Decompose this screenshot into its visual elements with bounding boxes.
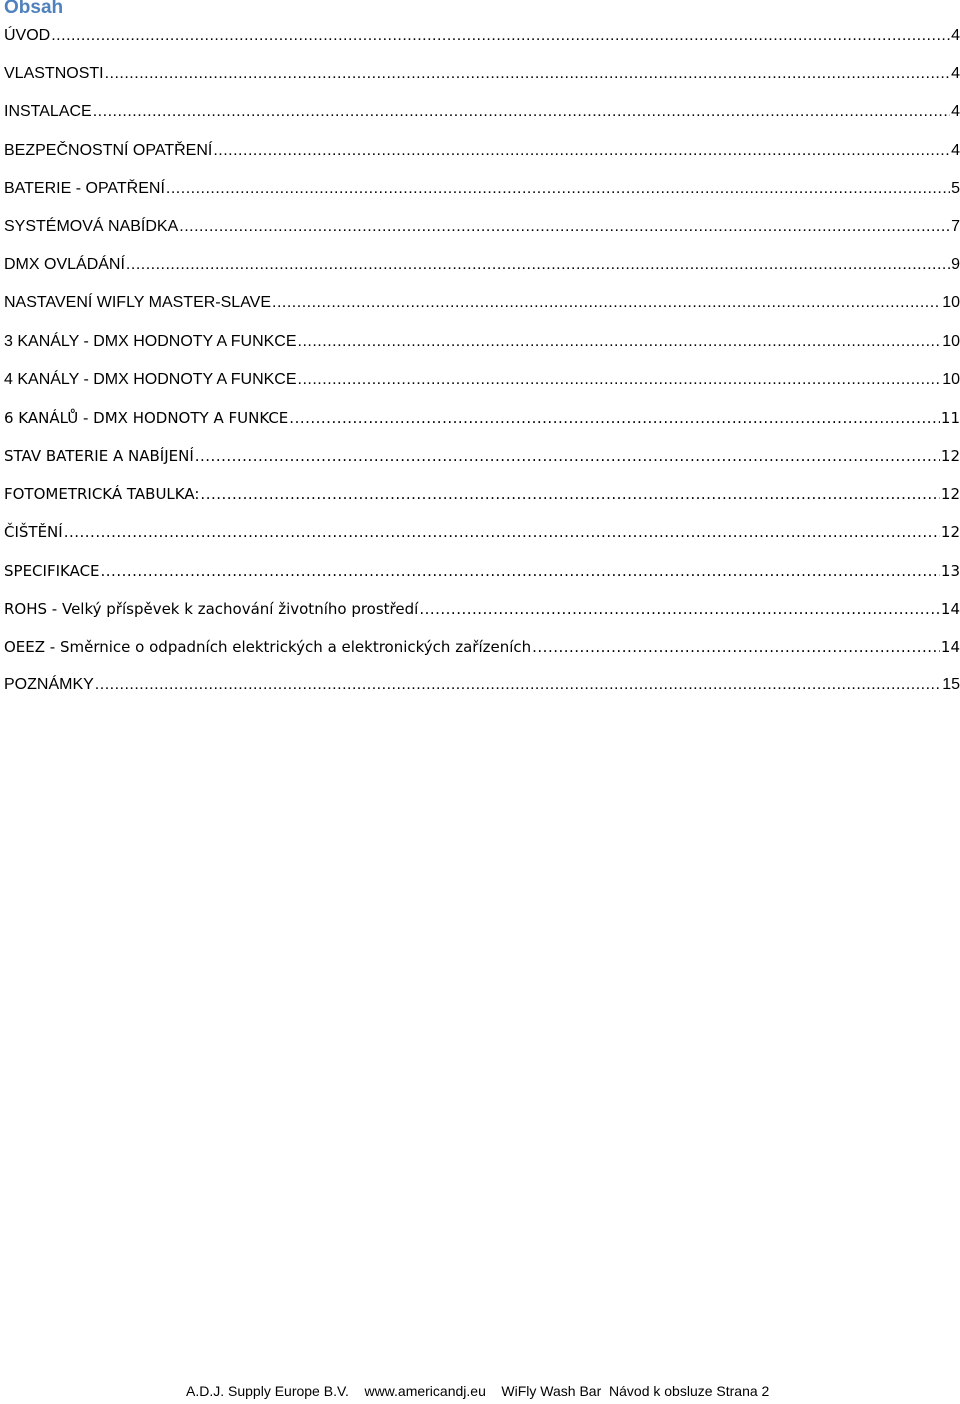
toc-dot-leader bbox=[272, 291, 941, 315]
toc-entry-page-number: 10 bbox=[942, 294, 960, 312]
toc-entry[interactable] bbox=[4, 367, 960, 405]
toc-entry-page-number: 4 bbox=[951, 141, 960, 159]
toc-entry[interactable] bbox=[4, 290, 960, 328]
toc-entry[interactable] bbox=[4, 329, 960, 367]
toc-entry-page-number: 5 bbox=[951, 179, 960, 197]
toc-dot-leader bbox=[195, 444, 940, 468]
toc-entry[interactable] bbox=[4, 519, 960, 557]
toc-dot-leader bbox=[93, 100, 950, 124]
toc-entry-label: ČIŠTĚNÍ bbox=[4, 523, 63, 542]
toc-dot-leader bbox=[298, 330, 942, 354]
toc-entry[interactable] bbox=[4, 61, 960, 99]
toc-entry-label: SPECIFIKACE bbox=[4, 561, 100, 580]
toc-dot-leader bbox=[105, 62, 951, 86]
toc-entry[interactable] bbox=[4, 176, 960, 214]
toc-dot-leader bbox=[200, 482, 939, 506]
toc-dot-leader bbox=[126, 253, 950, 277]
toc-entry[interactable] bbox=[4, 99, 960, 137]
toc-entry-page-number: 10 bbox=[942, 370, 960, 388]
toc-entry-label: STAV BATERIE A NABÍJENÍ bbox=[4, 447, 194, 466]
toc-dot-leader bbox=[213, 139, 950, 163]
toc-entry-label: SYSTÉMOVÁ NABÍDKA bbox=[4, 217, 179, 235]
toc-title: Obsah bbox=[4, 0, 64, 18]
toc-entry-label: 6 KANÁLŮ - DMX HODNOTY A FUNKCE bbox=[4, 408, 289, 427]
toc-dot-leader bbox=[532, 635, 940, 659]
toc-entry-page-number: 14 bbox=[940, 638, 960, 656]
toc-entry-label: 3 KANÁLY - DMX HODNOTY A FUNKCE bbox=[4, 332, 297, 350]
toc-dot-leader bbox=[289, 406, 940, 430]
toc-entry-label: VLASTNOSTI bbox=[4, 65, 104, 83]
toc-entry[interactable] bbox=[4, 214, 960, 252]
toc-dot-leader bbox=[166, 177, 950, 201]
toc-entry[interactable] bbox=[4, 481, 960, 519]
toc-entry[interactable] bbox=[4, 252, 960, 290]
toc-entry[interactable] bbox=[4, 634, 960, 672]
toc-entry-label: OEEZ - Směrnice o odpadních elektrických a elektronických zařízeních bbox=[4, 638, 532, 656]
toc-entry[interactable] bbox=[4, 405, 960, 443]
toc-entry-page-number: 4 bbox=[951, 65, 960, 83]
toc-entry-page-number: 13 bbox=[940, 561, 960, 580]
toc-entry-page-number: 12 bbox=[940, 447, 960, 466]
toc-entry-label: POZNÁMKY bbox=[4, 676, 94, 694]
toc-entry-page-number: 4 bbox=[951, 103, 960, 121]
toc-entry-page-number: 12 bbox=[940, 485, 960, 504]
toc-entry-label: NASTAVENÍ WIFLY MASTER-SLAVE bbox=[4, 294, 272, 312]
toc-entry[interactable] bbox=[4, 23, 960, 61]
toc-entry-page-number: 12 bbox=[940, 523, 960, 542]
toc-dot-leader bbox=[64, 520, 940, 544]
toc-entry-label: 4 KANÁLY - DMX HODNOTY A FUNKCE bbox=[4, 370, 297, 388]
toc-entry[interactable] bbox=[4, 138, 960, 176]
toc-entry-label: BATERIE - OPATŘENÍ bbox=[4, 179, 165, 197]
toc-entry-label: ÚVOD bbox=[4, 27, 51, 44]
toc-entry-page-number: 7 bbox=[951, 217, 960, 235]
toc-entry[interactable] bbox=[4, 443, 960, 481]
page-footer: A.D.J. Supply Europe B.V. www.americandj.eu WiFly Wash Bar Návod k obsluze Strana 2 bbox=[186, 1383, 770, 1399]
toc-entry[interactable] bbox=[4, 672, 960, 710]
toc-entry-page-number: 9 bbox=[951, 256, 960, 274]
toc-dot-leader bbox=[101, 559, 940, 583]
toc-dot-leader bbox=[298, 368, 942, 392]
toc-list bbox=[4, 23, 960, 710]
toc-entry-page-number: 14 bbox=[940, 599, 960, 618]
toc-entry-page-number: 11 bbox=[940, 408, 960, 427]
toc-entry[interactable] bbox=[4, 596, 960, 634]
toc-entry-label: BEZPEČNOSTNÍ OPATŘENÍ bbox=[4, 141, 213, 159]
toc-dot-leader bbox=[95, 673, 941, 697]
toc-dot-leader bbox=[419, 597, 940, 621]
toc-dot-leader bbox=[179, 215, 950, 239]
toc-entry-label: INSTALACE bbox=[4, 103, 92, 121]
toc-entry-label: DMX OVLÁDÁNÍ bbox=[4, 256, 125, 274]
toc-entry-page-number: 15 bbox=[942, 676, 960, 694]
toc-entry-label: ROHS - Velký příspěvek k zachování životního prostředí bbox=[4, 599, 419, 618]
toc-entry-page-number: 10 bbox=[942, 332, 960, 350]
toc-entry-page-number: 4 bbox=[951, 27, 960, 44]
toc-entry[interactable] bbox=[4, 558, 960, 596]
toc-entry-label: FOTOMETRICKÁ TABULKA: bbox=[4, 485, 200, 504]
toc-dot-leader bbox=[51, 24, 950, 48]
